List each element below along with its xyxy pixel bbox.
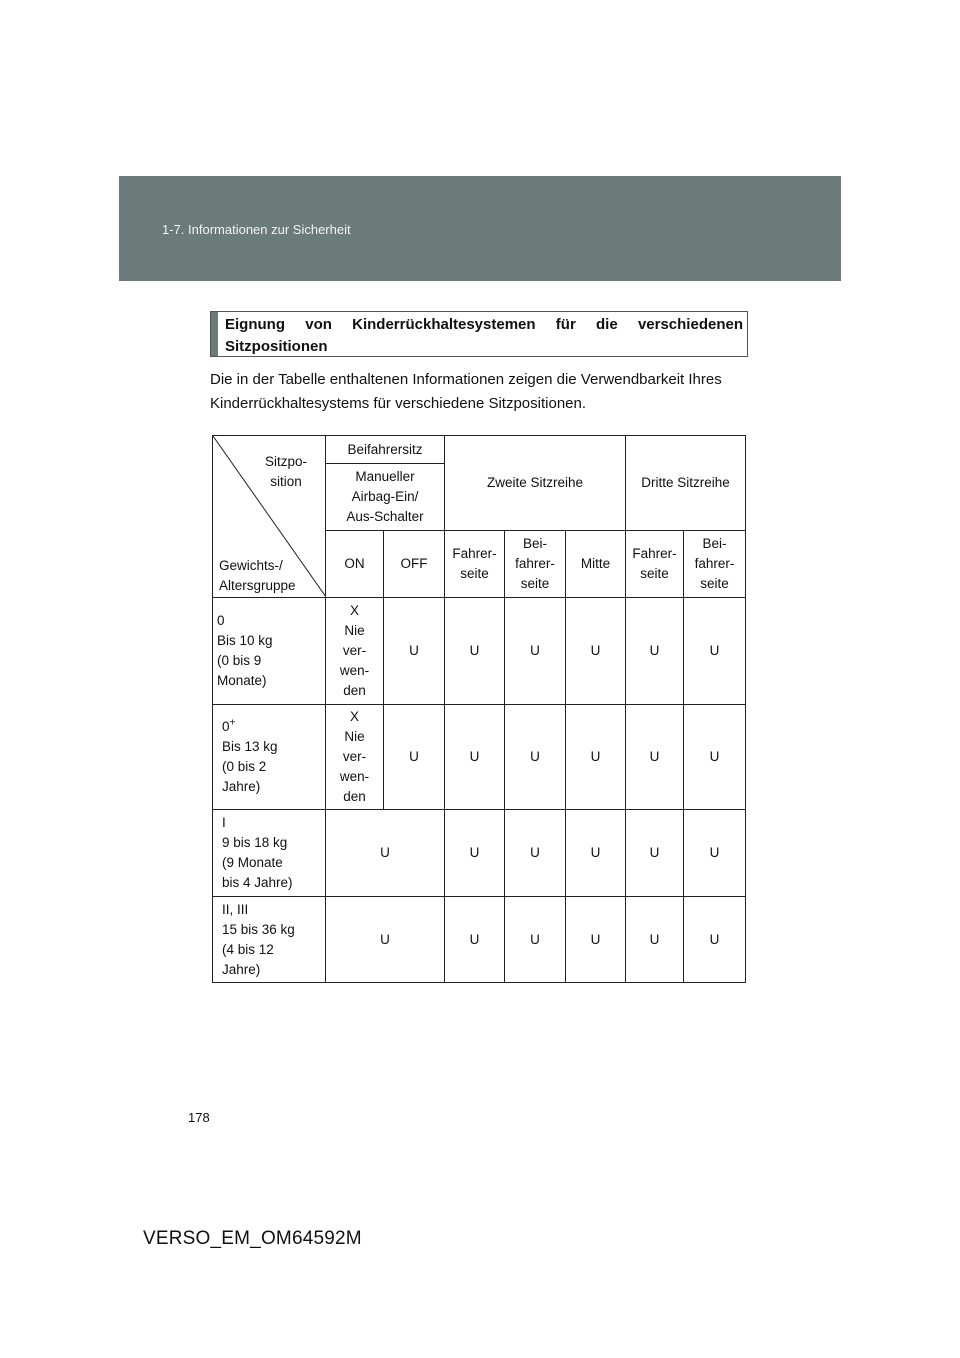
header-passenger-seat: Beifahrersitz (326, 436, 445, 464)
value-cell: U (384, 705, 445, 810)
value-cell: U (326, 810, 445, 897)
passenger-on-cell: X Nie ver- wen- den (326, 705, 384, 810)
value-cell: U (684, 705, 746, 810)
child-seat-suitability-table (212, 435, 746, 983)
value-cell: U (505, 810, 566, 897)
value-cell: U (505, 705, 566, 810)
header-second-row: Zweite Sitzreihe (445, 436, 626, 531)
value-cell: U (684, 598, 746, 705)
section-heading: Eignung von Kinderrückhaltesystemen für die verschiedenen Sitzpositionen (225, 316, 743, 355)
table-row (213, 897, 746, 983)
subheader-row2-passenger: Bei- fahrer- seite (505, 530, 566, 597)
subheader-on: ON (326, 530, 384, 597)
value-cell: U (684, 810, 746, 897)
value-cell: U (384, 598, 445, 705)
value-cell: U (566, 705, 626, 810)
value-cell: U (505, 897, 566, 983)
value-cell: U (566, 897, 626, 983)
value-cell: U (626, 598, 684, 705)
value-cell: U (445, 810, 505, 897)
table-corner-cell (213, 436, 326, 598)
value-cell: U (505, 598, 566, 705)
group-cell: II, III 15 bis 36 kg (4 bis 12 Jahre) (213, 897, 326, 983)
heading-accent-bar (211, 312, 218, 356)
section-title: 1-7. Informationen zur Sicherheit (162, 222, 351, 237)
section-heading-box (210, 311, 748, 357)
passenger-on-cell: X Nie ver- wen- den (326, 598, 384, 705)
table-row (213, 705, 746, 810)
value-cell: U (684, 897, 746, 983)
value-cell: U (445, 705, 505, 810)
value-cell: U (566, 810, 626, 897)
value-cell: U (326, 897, 445, 983)
table-row (213, 810, 746, 897)
value-cell: U (445, 897, 505, 983)
document-code: VERSO_EM_OM64592M (143, 1228, 362, 1249)
intro-paragraph: Die in der Tabelle enthaltenen Informationen zeigen die Verwendbarkeit Ihres Kinderrückhaltesystems für verschiedene Sitzpositionen. (210, 371, 722, 412)
corner-seat-position-label: Sitzpo- sition (265, 454, 308, 489)
value-cell: U (566, 598, 626, 705)
group-cell: 0+ Bis 13 kg (0 bis 2 Jahre) (213, 705, 326, 810)
value-cell: U (626, 897, 684, 983)
value-cell: U (445, 598, 505, 705)
value-cell: U (626, 705, 684, 810)
group-cell: I 9 bis 18 kg (9 Monate bis 4 Jahre) (213, 810, 326, 897)
corner-weight-group-label: Gewichts-/ Altersgruppe (219, 558, 296, 593)
group-cell: 0 Bis 10 kg (0 bis 9 Monate) (213, 598, 326, 705)
page-number: 178 (188, 1110, 210, 1125)
header-airbag-switch: Manueller Airbag-Ein/ Aus-Schalter (326, 464, 445, 530)
subheader-off: OFF (384, 530, 445, 597)
header-third-row: Dritte Sitzreihe (626, 436, 746, 531)
subheader-row2-middle: Mitte (566, 530, 626, 597)
value-cell: U (626, 810, 684, 897)
subheader-row3-driver: Fahrer- seite (626, 530, 684, 597)
table-row (213, 598, 746, 705)
subheader-row2-driver: Fahrer- seite (445, 530, 505, 597)
subheader-row3-passenger: Bei- fahrer- seite (684, 530, 746, 597)
